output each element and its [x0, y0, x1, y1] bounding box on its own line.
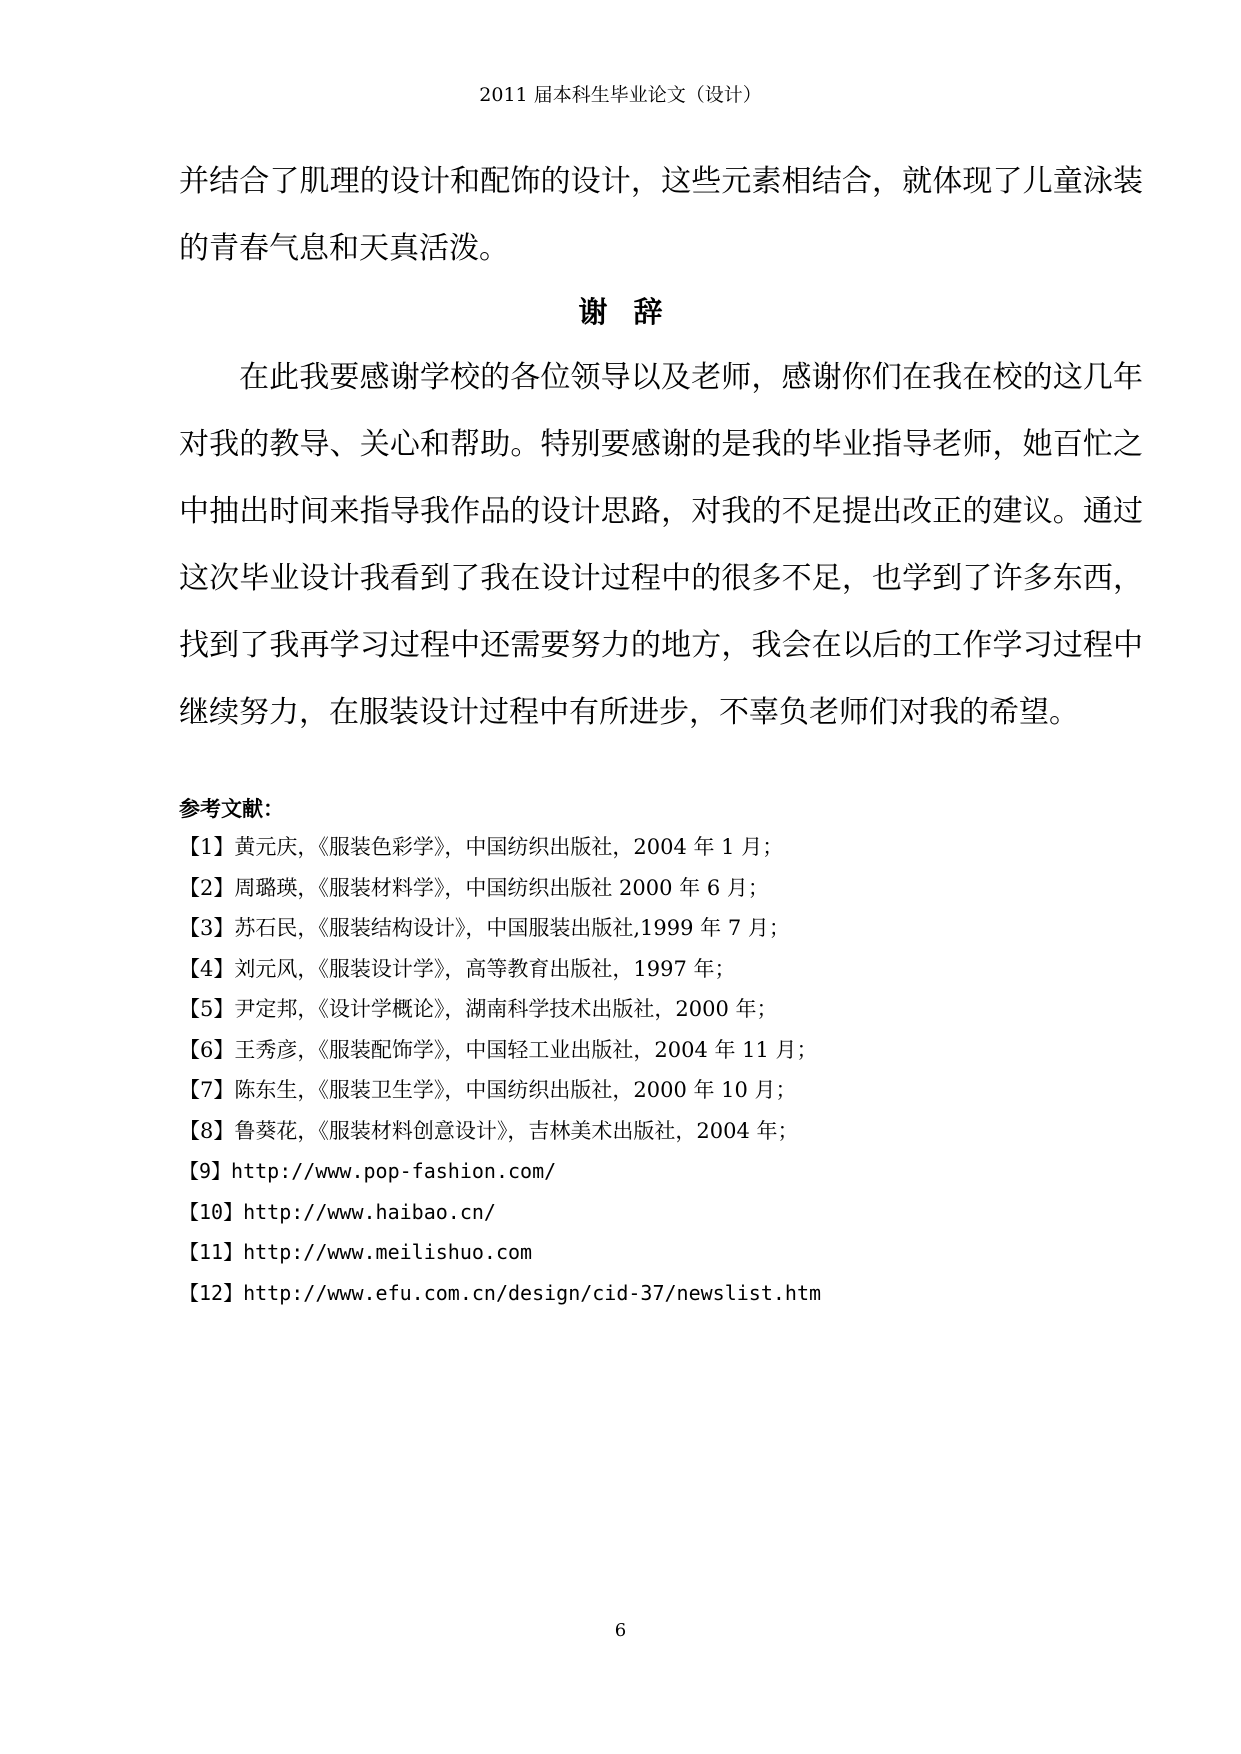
references-list — [179, 827, 821, 1313]
intro-paragraph: 并结合了肌理的设计和配饰的设计，这些元素相结合，就体现了儿童泳装的青春气息和天真活泼。 — [179, 164, 1143, 266]
reference-item: 【7】陈东生，《服装卫生学》，中国纺织出版社，2000 年 10 月； — [179, 1078, 797, 1102]
reference-item: 【4】刘元风，《服装设计学》，高等教育出版社，1997 年； — [179, 956, 736, 981]
reference-item: 【3】苏石民，《服装结构设计》，中国服装出版社,1999 年 7 月； — [179, 916, 790, 940]
reference-item: 【12】http://www.efu.com.cn/design/cid-37/newslist.htm — [179, 1280, 822, 1305]
reference-item: 【11】http://www.meilishuo.com — [179, 1240, 533, 1264]
reference-item: 【1】黄元庆，《服装色彩学》，中国纺织出版社，2004 年 1 月； — [179, 835, 784, 859]
acknowledgement-title: 谢辞 — [578, 295, 689, 329]
reference-item: 【6】王秀彦，《服装配饰学》，中国轻工业出版社，2004 年 11 月； — [179, 1037, 818, 1062]
references-heading: 参考文献： — [179, 797, 284, 821]
reference-item: 【9】http://www.pop-fashion.com/ — [179, 1159, 557, 1183]
reference-item: 【10】http://www.haibao.cn/ — [179, 1199, 496, 1224]
page-number: 6 — [614, 1620, 627, 1641]
page-header: 2011 届本科生毕业论文（设计） — [479, 84, 762, 106]
acknowledgement-paragraph: 在此我要感谢学校的各位领导以及老师，感谢你们在我在校的这几年对我的教导、关心和帮助。特别要感谢的是我的毕业指导老师，她百忙之中抽出时间来指导我作品的设计思路，对我的不足提出改正的建议。通过这次毕业设计我看到了我在设计过程中的很多不足，也学到了许多东西，找到了我再学习过程中还需要努力的地方，我会在以后的工作学习过程中继续努力，在服装设计过程中有所进步，不辜负老师们对我的希望。 — [179, 360, 1143, 730]
reference-item: 【8】鲁葵花，《服装材料创意设计》，吉林美术出版社，2004 年； — [179, 1118, 799, 1143]
reference-item: 【5】尹定邦，《设计学概论》，湖南科学技术出版社，2000 年； — [179, 997, 778, 1021]
reference-item: 【2】周璐瑛，《服装材料学》，中国纺织出版社 2000 年 6 月； — [179, 875, 769, 900]
